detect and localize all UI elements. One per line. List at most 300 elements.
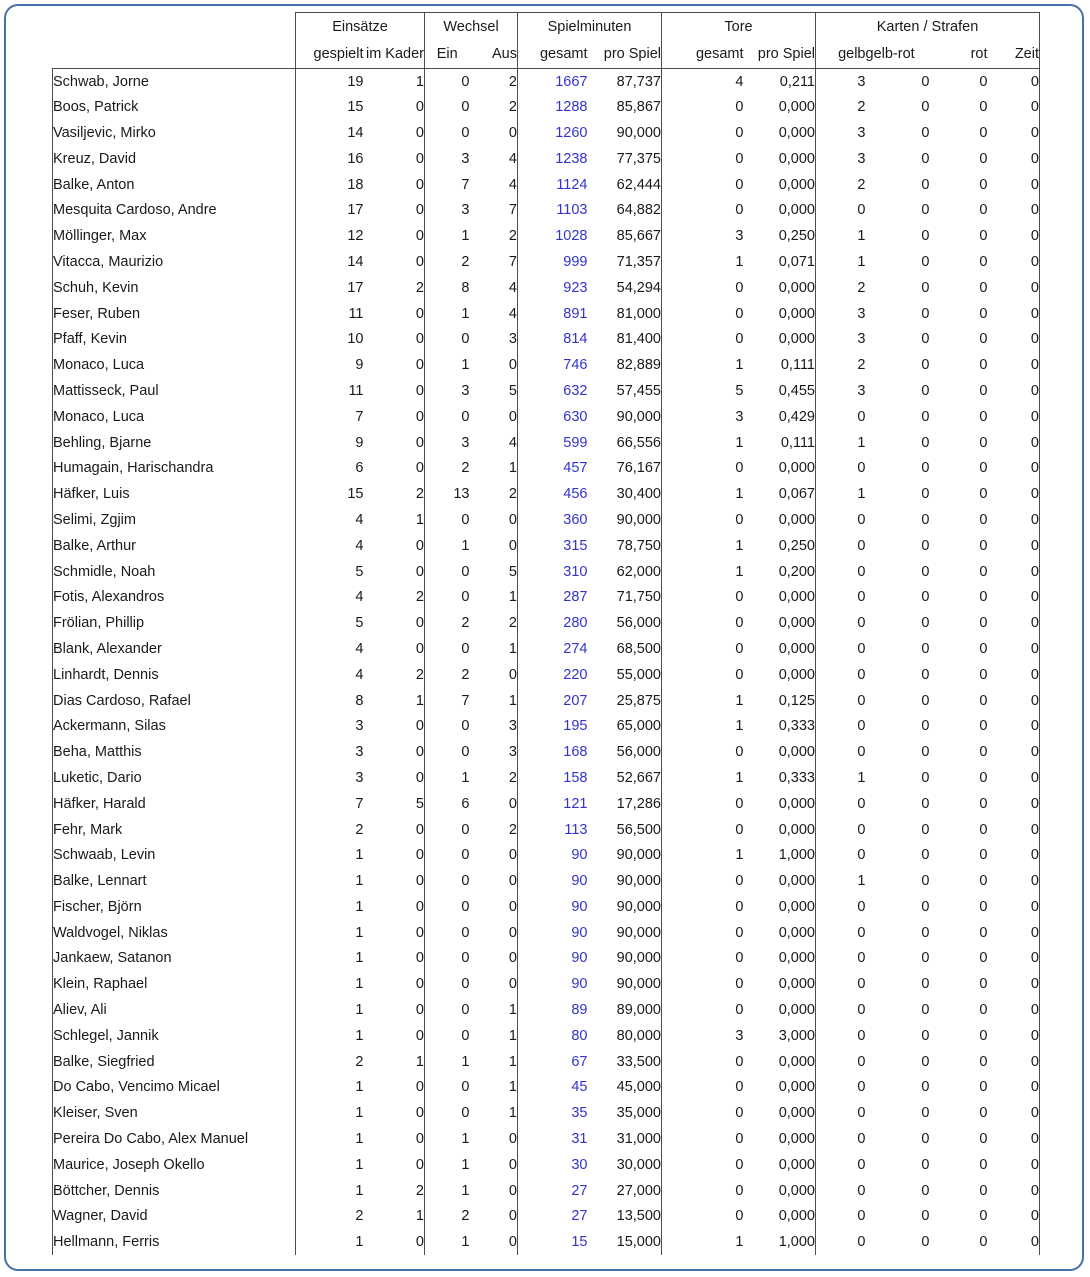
cell-im-kader: 0 <box>364 120 425 146</box>
cell-gespielt: 4 <box>355 511 364 528</box>
table-row[interactable] <box>53 739 1040 765</box>
cell-gelb-rot: 0 <box>921 202 930 219</box>
table-row[interactable] <box>53 1100 1040 1126</box>
cell-ein: 0 <box>461 1002 470 1019</box>
cell-gespielt: 16 <box>347 150 364 167</box>
table-row[interactable] <box>53 275 1040 301</box>
table-row[interactable] <box>53 610 1040 636</box>
cell-tore-pro-spiel: 0,000 <box>744 868 816 894</box>
table-row[interactable] <box>53 662 1040 688</box>
cell-im-kader: 1 <box>364 507 425 533</box>
cell-minuten-gesamt: 457 <box>563 460 588 477</box>
cell-gelb: 0 <box>857 847 866 864</box>
cell-player-name: Pereira Do Cabo, Alex Manuel <box>53 1126 296 1152</box>
cell-rot: 0 <box>979 124 988 141</box>
table-row[interactable] <box>53 1049 1040 1075</box>
table-row[interactable] <box>53 946 1040 972</box>
cell-gelb: 3 <box>857 331 866 348</box>
table-row[interactable] <box>53 1023 1040 1049</box>
group-header-karten-strafen: Karten / Strafen <box>816 13 1040 41</box>
cell-tore-gesamt: 0 <box>735 202 744 219</box>
cell-minuten-pro-spiel: 13,500 <box>588 1204 662 1230</box>
cell-aus: 5 <box>470 559 518 585</box>
cell-rot: 0 <box>979 460 988 477</box>
table-row[interactable] <box>53 636 1040 662</box>
cell-ein: 0 <box>461 1105 470 1122</box>
cell-player-name: Mattisseck, Paul <box>53 378 296 404</box>
table-row[interactable] <box>53 223 1040 249</box>
cell-tore-gesamt: 0 <box>735 99 744 116</box>
cell-player-name: Maurice, Joseph Okello <box>53 1152 296 1178</box>
table-row[interactable] <box>53 326 1040 352</box>
cell-gelb-rot: 0 <box>921 228 930 245</box>
cell-rot: 0 <box>979 950 988 967</box>
cell-gelb: 1 <box>857 434 866 451</box>
cell-ein: 0 <box>461 821 470 838</box>
cell-rot: 0 <box>979 305 988 322</box>
cell-gelb-rot: 0 <box>921 1156 930 1173</box>
sub-header-tore-pro-spiel: pro Spiel <box>744 40 816 69</box>
table-row[interactable] <box>53 197 1040 223</box>
cell-gespielt: 1 <box>355 873 364 890</box>
table-row[interactable] <box>53 559 1040 585</box>
cell-tore-gesamt: 0 <box>735 950 744 967</box>
cell-gespielt: 15 <box>347 99 364 116</box>
table-row[interactable] <box>53 868 1040 894</box>
cell-tore-gesamt: 1 <box>735 253 744 270</box>
table-row[interactable] <box>53 94 1040 120</box>
table-row[interactable] <box>53 1152 1040 1178</box>
cell-im-kader: 0 <box>364 1229 425 1255</box>
cell-tore-gesamt: 0 <box>735 1079 744 1096</box>
cell-aus: 2 <box>470 481 518 507</box>
cell-minuten-gesamt: 1103 <box>556 202 588 219</box>
cell-minuten-gesamt: 89 <box>571 1002 588 1019</box>
cell-gelb-rot: 0 <box>921 511 930 528</box>
cell-minuten-gesamt: 80 <box>571 1027 588 1044</box>
table-row[interactable] <box>53 352 1040 378</box>
cell-rot: 0 <box>979 744 988 761</box>
cell-zeit: 0 <box>988 817 1040 843</box>
cell-aus: 1 <box>470 1049 518 1075</box>
cell-rot: 0 <box>930 69 988 95</box>
cell-zeit: 0 <box>988 301 1040 327</box>
cell-minuten-gesamt: 220 <box>563 666 588 683</box>
cell-tore-pro-spiel: 0,455 <box>744 378 816 404</box>
cell-gelb: 1 <box>857 486 866 503</box>
cell-tore-pro-spiel: 0,000 <box>744 739 816 765</box>
cell-gelb: 2 <box>857 176 866 193</box>
cell-minuten-pro-spiel: 85,667 <box>588 223 662 249</box>
cell-minuten-gesamt: 90 <box>571 950 588 967</box>
cell-gelb: 0 <box>857 537 866 554</box>
cell-ein: 1 <box>461 305 470 322</box>
cell-gespielt: 6 <box>355 460 364 477</box>
cell-minuten-gesamt: 90 <box>571 898 588 915</box>
cell-gelb-rot: 0 <box>921 1182 930 1199</box>
cell-im-kader: 0 <box>364 997 425 1023</box>
cell-zeit: 0 <box>988 249 1040 275</box>
cell-im-kader: 0 <box>364 971 425 997</box>
cell-gelb-rot: 0 <box>921 1131 930 1148</box>
cell-minuten-gesamt: 195 <box>563 718 588 735</box>
cell-aus: 0 <box>470 1178 518 1204</box>
cell-ein: 7 <box>461 692 470 709</box>
cell-rot: 0 <box>979 666 988 683</box>
cell-ein: 0 <box>461 640 470 657</box>
cell-minuten-pro-spiel: 15,000 <box>588 1229 662 1255</box>
cell-aus: 0 <box>470 868 518 894</box>
cell-ein: 0 <box>461 1027 470 1044</box>
cell-gelb: 0 <box>857 640 866 657</box>
cell-minuten-pro-spiel: 56,000 <box>588 739 662 765</box>
cell-rot: 0 <box>979 382 988 399</box>
cell-gelb-rot: 0 <box>921 847 930 864</box>
table-row[interactable] <box>53 120 1040 146</box>
cell-gelb-rot: 0 <box>921 124 930 141</box>
cell-im-kader: 0 <box>364 326 425 352</box>
cell-gespielt: 14 <box>347 124 364 141</box>
cell-gelb: 0 <box>857 460 866 477</box>
cell-gelb-rot: 0 <box>921 1079 930 1096</box>
cell-im-kader: 0 <box>364 1152 425 1178</box>
cell-tore-pro-spiel: 0,000 <box>744 94 816 120</box>
table-row[interactable] <box>53 1204 1040 1230</box>
cell-tore-gesamt: 5 <box>735 382 744 399</box>
cell-aus: 0 <box>470 946 518 972</box>
cell-ein: 0 <box>461 950 470 967</box>
cell-gespielt: 1 <box>355 1156 364 1173</box>
cell-tore-pro-spiel: 0,000 <box>744 1152 816 1178</box>
table-row[interactable] <box>53 920 1040 946</box>
cell-gelb: 0 <box>857 821 866 838</box>
cell-aus: 0 <box>470 791 518 817</box>
cell-player-name: Luketic, Dario <box>53 765 296 791</box>
cell-aus: 1 <box>470 584 518 610</box>
cell-ein: 1 <box>461 1234 470 1251</box>
cell-gelb: 0 <box>857 563 866 580</box>
table-row[interactable] <box>53 765 1040 791</box>
cell-im-kader: 0 <box>364 559 425 585</box>
cell-minuten-pro-spiel: 78,750 <box>588 533 662 559</box>
cell-ein: 8 <box>461 279 470 296</box>
cell-gelb: 0 <box>857 1131 866 1148</box>
cell-tore-gesamt: 3 <box>735 228 744 245</box>
cell-tore-pro-spiel: 0,111 <box>744 352 816 378</box>
cell-gelb: 3 <box>816 69 866 95</box>
cell-player-name: Hellmann, Ferris <box>53 1229 296 1255</box>
cell-rot: 0 <box>979 176 988 193</box>
cell-minuten-pro-spiel: 17,286 <box>588 791 662 817</box>
cell-gelb-rot: 0 <box>921 1208 930 1225</box>
table-row[interactable] <box>53 584 1040 610</box>
cell-aus: 7 <box>470 197 518 223</box>
cell-minuten-gesamt: 1124 <box>556 176 588 193</box>
cell-minuten-gesamt: 67 <box>571 1053 588 1070</box>
cell-ein: 0 <box>461 1079 470 1096</box>
cell-minuten-gesamt: 287 <box>563 589 588 606</box>
cell-minuten-gesamt: 280 <box>563 615 588 632</box>
cell-tore-gesamt: 0 <box>735 460 744 477</box>
cell-im-kader: 0 <box>364 430 425 456</box>
cell-gelb: 0 <box>857 976 866 993</box>
cell-gelb: 0 <box>857 589 866 606</box>
cell-minuten-pro-spiel: 90,000 <box>588 507 662 533</box>
cell-minuten-gesamt: 1288 <box>555 99 588 116</box>
cell-gelb-rot: 0 <box>921 976 930 993</box>
cell-tore-gesamt: 0 <box>735 1053 744 1070</box>
cell-aus: 1 <box>470 1100 518 1126</box>
cell-gelb: 1 <box>857 769 866 786</box>
cell-minuten-pro-spiel: 85,867 <box>588 94 662 120</box>
table-row[interactable] <box>53 1178 1040 1204</box>
table-row[interactable] <box>53 971 1040 997</box>
cell-rot: 0 <box>979 1182 988 1199</box>
table-row[interactable] <box>53 69 1040 95</box>
cell-player-name: Fotis, Alexandros <box>53 584 296 610</box>
cell-ein: 0 <box>461 589 470 606</box>
table-row[interactable] <box>53 430 1040 456</box>
sub-header-ein: Ein <box>425 40 470 69</box>
cell-rot: 0 <box>979 769 988 786</box>
cell-zeit: 0 <box>988 662 1040 688</box>
cell-player-name: Balke, Anton <box>53 172 296 198</box>
cell-minuten-gesamt: 1238 <box>555 150 588 167</box>
cell-rot: 0 <box>979 1053 988 1070</box>
cell-minuten-gesamt: 632 <box>563 382 588 399</box>
cell-tore-pro-spiel: 0,000 <box>744 971 816 997</box>
cell-ein: 2 <box>461 1208 470 1225</box>
cell-im-kader: 0 <box>364 455 425 481</box>
cell-aus: 1 <box>470 455 518 481</box>
table-row[interactable] <box>53 172 1040 198</box>
cell-aus: 0 <box>470 404 518 430</box>
cell-tore-gesamt: 0 <box>735 924 744 941</box>
cell-gelb: 1 <box>857 873 866 890</box>
cell-ein: 0 <box>461 331 470 348</box>
sub-header-minuten-gesamt: gesamt <box>518 40 588 69</box>
cell-im-kader: 1 <box>364 688 425 714</box>
cell-gespielt: 2 <box>355 1208 364 1225</box>
table-row[interactable] <box>53 713 1040 739</box>
cell-aus: 0 <box>470 352 518 378</box>
cell-rot: 0 <box>979 150 988 167</box>
cell-minuten-pro-spiel: 81,400 <box>588 326 662 352</box>
cell-minuten-pro-spiel: 56,500 <box>588 817 662 843</box>
cell-tore-pro-spiel: 0,000 <box>744 1075 816 1101</box>
cell-tore-gesamt: 1 <box>735 563 744 580</box>
cell-gespielt: 1 <box>355 976 364 993</box>
cell-minuten-gesamt: 207 <box>563 692 588 709</box>
cell-rot: 0 <box>979 511 988 528</box>
cell-im-kader: 0 <box>364 249 425 275</box>
cell-zeit: 0 <box>988 1229 1040 1255</box>
cell-rot: 0 <box>979 434 988 451</box>
cell-gespielt: 10 <box>347 331 364 348</box>
cell-zeit: 0 <box>988 842 1040 868</box>
cell-rot: 0 <box>979 692 988 709</box>
cell-tore-pro-spiel: 0,000 <box>744 197 816 223</box>
cell-minuten-pro-spiel: 76,167 <box>588 455 662 481</box>
table-row[interactable] <box>53 1075 1040 1101</box>
cell-gelb-rot: 0 <box>921 744 930 761</box>
sub-header-minuten-pro-spiel: pro Spiel <box>588 40 662 69</box>
cell-minuten-gesamt: 746 <box>563 357 588 374</box>
cell-minuten-gesamt: 15 <box>571 1234 588 1251</box>
cell-im-kader: 0 <box>364 1075 425 1101</box>
cell-tore-pro-spiel: 0,000 <box>744 946 816 972</box>
cell-rot: 0 <box>979 976 988 993</box>
cell-tore-pro-spiel: 0,000 <box>744 997 816 1023</box>
table-row[interactable] <box>53 894 1040 920</box>
cell-gelb-rot: 0 <box>921 898 930 915</box>
table-row[interactable] <box>53 378 1040 404</box>
table-row[interactable] <box>53 1126 1040 1152</box>
cell-rot: 0 <box>979 1208 988 1225</box>
cell-tore-gesamt: 3 <box>735 408 744 425</box>
cell-minuten-pro-spiel: 27,000 <box>588 1178 662 1204</box>
cell-player-name: Frölian, Phillip <box>53 610 296 636</box>
cell-player-name: Schwaab, Levin <box>53 842 296 868</box>
cell-ein: 0 <box>461 718 470 735</box>
cell-minuten-pro-spiel: 65,000 <box>588 713 662 739</box>
cell-gelb-rot: 0 <box>921 408 930 425</box>
cell-rot: 0 <box>979 1002 988 1019</box>
cell-zeit: 0 <box>988 636 1040 662</box>
cell-player-name: Mesquita Cardoso, Andre <box>53 197 296 223</box>
cell-ein: 1 <box>461 1053 470 1070</box>
cell-gespielt: 7 <box>355 408 364 425</box>
cell-gelb: 0 <box>857 666 866 683</box>
table-row[interactable] <box>53 842 1040 868</box>
cell-player-name: Jankaew, Satanon <box>53 946 296 972</box>
cell-player-name: Böttcher, Dennis <box>53 1178 296 1204</box>
cell-zeit: 0 <box>988 146 1040 172</box>
cell-minuten-gesamt: 90 <box>571 847 588 864</box>
cell-gespielt: 11 <box>348 382 364 399</box>
table-row[interactable] <box>53 817 1040 843</box>
cell-im-kader: 0 <box>364 713 425 739</box>
cell-im-kader: 0 <box>364 94 425 120</box>
cell-minuten-gesamt: 35 <box>571 1105 588 1122</box>
cell-minuten-gesamt: 113 <box>564 821 588 838</box>
cell-tore-pro-spiel: 0,000 <box>744 172 816 198</box>
cell-gelb-rot: 0 <box>921 924 930 941</box>
cell-rot: 0 <box>979 1234 988 1251</box>
cell-gelb-rot: 0 <box>921 821 930 838</box>
table-row[interactable] <box>53 249 1040 275</box>
cell-tore-pro-spiel: 1,000 <box>744 842 816 868</box>
cell-im-kader: 0 <box>364 636 425 662</box>
cell-ein: 1 <box>461 1182 470 1199</box>
cell-gespielt: 3 <box>355 744 364 761</box>
cell-zeit: 0 <box>988 1049 1040 1075</box>
cell-tore-pro-spiel: 0,000 <box>744 275 816 301</box>
cell-minuten-gesamt: 315 <box>563 537 588 554</box>
cell-rot: 0 <box>979 640 988 657</box>
table-row[interactable] <box>53 404 1040 430</box>
table-row[interactable] <box>53 997 1040 1023</box>
cell-zeit: 0 <box>988 223 1040 249</box>
table-row[interactable] <box>53 301 1040 327</box>
cell-minuten-pro-spiel: 31,000 <box>588 1126 662 1152</box>
cell-tore-pro-spiel: 0,111 <box>744 430 816 456</box>
cell-tore-pro-spiel: 0,000 <box>744 1204 816 1230</box>
cell-aus: 0 <box>470 1152 518 1178</box>
cell-zeit: 0 <box>988 688 1040 714</box>
cell-tore-gesamt: 0 <box>735 331 744 348</box>
table-row[interactable] <box>53 791 1040 817</box>
sub-header-row <box>53 40 1040 69</box>
cell-im-kader: 0 <box>364 842 425 868</box>
cell-tore-gesamt: 0 <box>735 976 744 993</box>
table-row[interactable] <box>53 481 1040 507</box>
cell-minuten-pro-spiel: 90,000 <box>588 868 662 894</box>
cell-tore-gesamt: 0 <box>735 1002 744 1019</box>
cell-player-name: Do Cabo, Vencimo Micael <box>53 1075 296 1101</box>
cell-minuten-gesamt: 121 <box>563 795 588 812</box>
cell-rot: 0 <box>979 1131 988 1148</box>
cell-minuten-gesamt: 274 <box>563 640 588 657</box>
cell-minuten-gesamt: 158 <box>563 769 588 786</box>
cell-gelb: 0 <box>857 408 866 425</box>
cell-player-name: Humagain, Harischandra <box>53 455 296 481</box>
cell-gelb: 0 <box>857 511 866 528</box>
cell-tore-gesamt: 0 <box>735 150 744 167</box>
cell-gelb-rot: 0 <box>921 1053 930 1070</box>
cell-aus: 0 <box>470 894 518 920</box>
cell-im-kader: 0 <box>364 301 425 327</box>
cell-ein: 1 <box>461 769 470 786</box>
cell-gespielt: 19 <box>296 69 364 95</box>
table-row[interactable] <box>53 533 1040 559</box>
cell-minuten-pro-spiel: 30,000 <box>588 1152 662 1178</box>
cell-tore-gesamt: 0 <box>735 744 744 761</box>
cell-ein: 0 <box>461 408 470 425</box>
table-row[interactable] <box>53 455 1040 481</box>
cell-tore-gesamt: 0 <box>735 176 744 193</box>
sub-header-rot: rot <box>930 40 988 69</box>
cell-rot: 0 <box>979 615 988 632</box>
cell-ein: 7 <box>461 176 470 193</box>
cell-im-kader: 0 <box>364 817 425 843</box>
cell-zeit: 0 <box>988 584 1040 610</box>
table-row[interactable] <box>53 1229 1040 1255</box>
cell-gespielt: 2 <box>355 1053 364 1070</box>
cell-gelb-rot: 0 <box>921 950 930 967</box>
cell-gelb-rot: 0 <box>921 1002 930 1019</box>
cell-gespielt: 1 <box>355 1079 364 1096</box>
table-row[interactable] <box>53 688 1040 714</box>
cell-tore-pro-spiel: 0,000 <box>744 920 816 946</box>
cell-gespielt: 1 <box>355 1105 364 1122</box>
cell-minuten-pro-spiel: 90,000 <box>588 971 662 997</box>
cell-tore-gesamt: 0 <box>735 1182 744 1199</box>
cell-tore-gesamt: 0 <box>735 615 744 632</box>
cell-gelb: 0 <box>857 898 866 915</box>
cell-zeit: 0 <box>988 455 1040 481</box>
table-row[interactable] <box>53 146 1040 172</box>
cell-minuten-gesamt: 90 <box>571 873 588 890</box>
table-row[interactable] <box>53 507 1040 533</box>
cell-ein: 2 <box>461 253 470 270</box>
cell-player-name: Schmidle, Noah <box>53 559 296 585</box>
cell-gespielt: 1 <box>355 1182 364 1199</box>
cell-rot: 0 <box>979 898 988 915</box>
cell-gelb-rot: 0 <box>921 99 930 116</box>
cell-minuten-gesamt: 456 <box>563 486 588 503</box>
cell-gelb: 0 <box>857 924 866 941</box>
